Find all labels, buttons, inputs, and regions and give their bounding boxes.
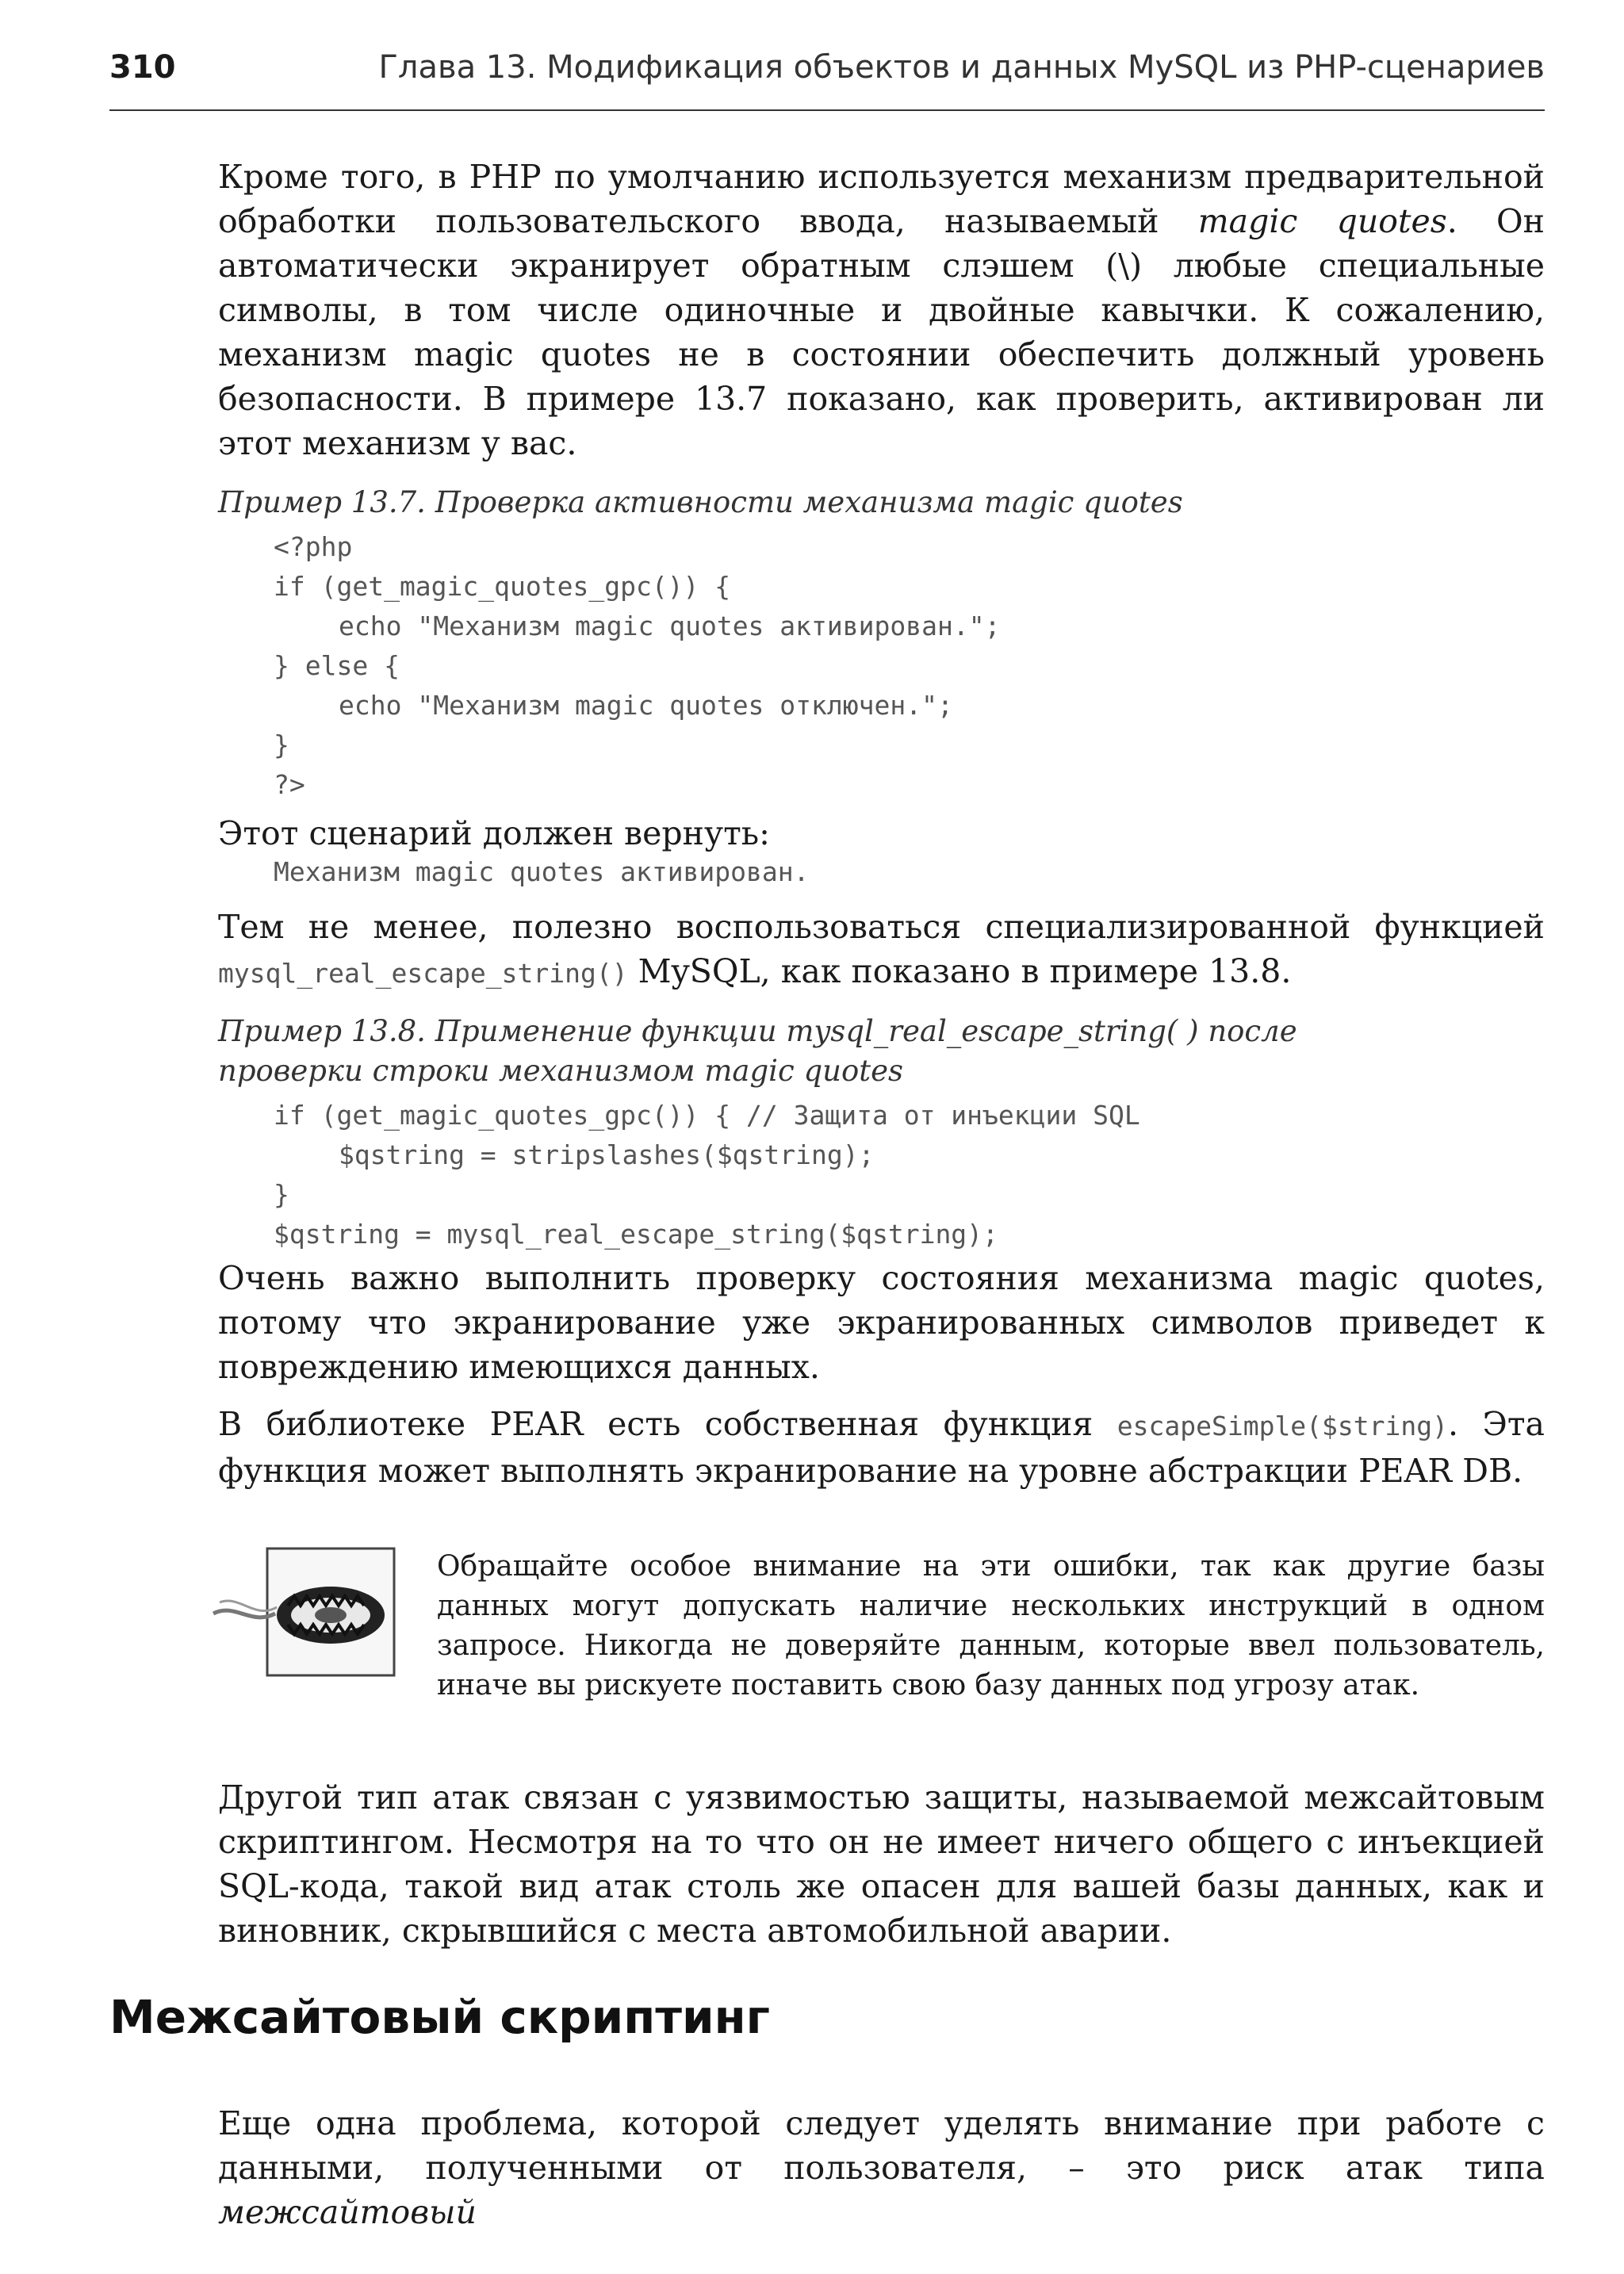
- inline-code: escapeSimple($string): [1116, 1411, 1448, 1441]
- section-paragraph: [218, 2101, 1545, 2234]
- bear-trap-icon: [212, 1547, 396, 1680]
- section-heading: Межсайтовый скриптинг: [109, 1990, 770, 2044]
- intro-term: magic quotes: [1197, 202, 1447, 240]
- code-line: $qstring = mysql_real_escape_string($qstring);: [274, 1219, 998, 1250]
- running-head: [109, 46, 1545, 111]
- chapter-title: Глава 13. Модификация объектов и данных MySQL из PHP-сценариев: [378, 49, 1545, 86]
- warning-note: [218, 1547, 1545, 1745]
- code-line: if (get_magic_quotes_gpc()) { // Защита от инъекции SQL: [274, 1100, 1140, 1131]
- section-text: Еще одна проблема, которой следует уделять внимание при работе с данными, полученными от пользователя, – это риск атак типа: [218, 2104, 1545, 2187]
- recommend-text-1: Тем не менее, полезно воспользоваться специализированной функцией: [218, 908, 1545, 946]
- code-line: ?>: [274, 769, 305, 800]
- page-body: [218, 155, 1545, 1953]
- code-line: } else {: [274, 650, 400, 681]
- intro-text-2: . Он автоматически экранирует обратным слэшем (\) любые специальные символы, в том числе одиночные и двойные кавычки. К сожалению, механизм magic quotes не в состоянии обеспечить должный уровень безопасности. В примере 13.7 показано, как проверить, активирован ли этот механизм у вас.: [218, 202, 1545, 462]
- warning-text: Обращайте особое внимание на эти ошибки, так как другие базы данных могут допускать наличие нескольких инструкций в одном запросе. Никогда не доверяйте данным, которые ввел пользователь, иначе вы рискуете поставить свою базу данных под угрозу атак.: [437, 1550, 1545, 1702]
- pear-text-1: В библиотеке PEAR есть собственная функция: [218, 1405, 1117, 1443]
- example-13-8-code: [218, 1096, 1545, 1254]
- inline-code: mysql_real_escape_string(): [218, 958, 628, 989]
- code-line: }: [274, 1179, 289, 1210]
- example-13-8-caption: [218, 1012, 1545, 1091]
- page-number: 310: [109, 49, 176, 86]
- example-13-7-caption: Пример 13.7. Проверка активности механизма magic quotes: [218, 485, 1183, 519]
- important-paragraph: Очень важно выполнить проверку состояния механизма magic quotes, потому что экранирование уже экранированных символов приведет к повреждению имеющихся данных.: [218, 1259, 1545, 1386]
- recommend-paragraph: [218, 905, 1545, 996]
- code-line: }: [274, 729, 289, 760]
- xss-intro-paragraph: Другой тип атак связан с уязвимостью защиты, называемой межсайтовым скриптингом. Несмотря на то что он не имеет ничего общего с инъекцией SQL-кода, такой вид атак столь же опасен для вашей базы данных, как и виновник, скрывшийся с места автомобильной аварии.: [218, 1778, 1545, 1950]
- recommend-text-2: MySQL, как показано в примере 13.8.: [627, 952, 1292, 990]
- intro-paragraph: [218, 155, 1545, 465]
- section-term: межсайтовый: [218, 2193, 477, 2231]
- result-label: Этот сценарий должен вернуть:: [218, 814, 770, 852]
- code-line: echo "Механизм magic quotes отключен.";: [339, 690, 953, 721]
- caption-line-2: проверки строки механизмом magic quotes: [218, 1054, 904, 1088]
- example-13-7-code: [218, 527, 1545, 805]
- pear-paragraph: [218, 1402, 1545, 1493]
- code-line: echo "Механизм magic quotes активирован.";: [339, 611, 1001, 641]
- code-line: $qstring = stripslashes($qstring);: [339, 1139, 875, 1170]
- code-line: <?php: [274, 531, 353, 562]
- section-body: [218, 2101, 1545, 2234]
- caption-line-1: Пример 13.8. Применение функции mysql_real_escape_string( ) после: [218, 1014, 1297, 1048]
- result-output: Механизм magic quotes активирован.: [274, 856, 810, 887]
- code-line: if (get_magic_quotes_gpc()) {: [274, 571, 731, 602]
- intro-text-1: Кроме того, в PHP по умолчанию используется механизм предварительной обработки пользовательского ввода, называемый: [218, 158, 1545, 240]
- pear-text-2: . Эта функция может выполнять экранирование на уровне абстракции PEAR DB.: [218, 1405, 1545, 1490]
